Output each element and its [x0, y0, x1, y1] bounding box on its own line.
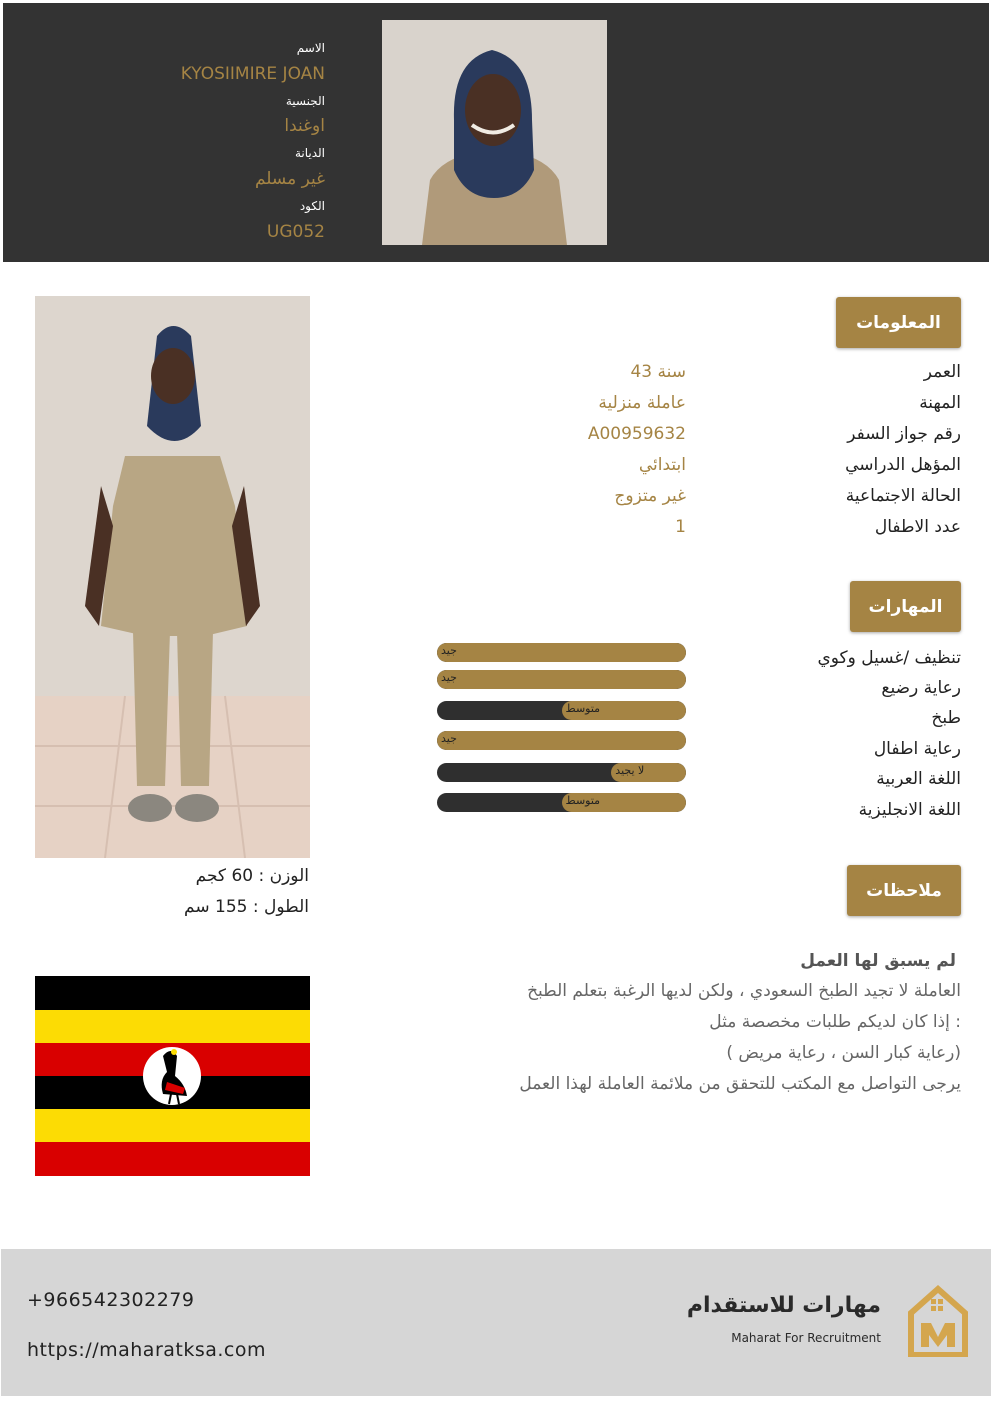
skill-fill: [437, 643, 686, 662]
company-logo: [686, 1283, 969, 1361]
skill-bar-cooking: [437, 701, 686, 720]
name-label: الاسم: [296, 41, 325, 55]
skill-level: جيد: [441, 644, 457, 657]
phone-number[interactable]: +966542302279: [27, 1289, 195, 1311]
logo-arabic-text: مهارات للاستقدام: [686, 1293, 881, 1318]
skill-bar-childcare: [437, 731, 686, 750]
height-text: الطول : 155 سم: [184, 897, 309, 917]
skill-bar-english: [437, 793, 686, 812]
age-value: 43 سنة: [630, 362, 686, 382]
nationality-value: اوغندا: [284, 116, 325, 136]
skill-level: لا يجيد: [615, 764, 645, 777]
code-value: UG052: [266, 222, 325, 242]
note-line-3: إذا كان لديكم طلبات مخصصة مثل :: [709, 1012, 961, 1032]
skills-section-title: المهارات: [850, 581, 961, 632]
passport-value: A00959632: [587, 424, 686, 444]
profession-value: عاملة منزلية: [598, 393, 686, 413]
children-value: 1: [675, 517, 686, 537]
religion-label: الديانة: [294, 146, 325, 160]
skill-level: متوسط: [565, 702, 601, 715]
profile-header: [3, 3, 989, 262]
passport-label: رقم جواز السفر: [847, 424, 961, 444]
skill-bar-infant-care: [437, 670, 686, 689]
skill-label-english: اللغة الانجليزية: [858, 800, 961, 820]
skill-label-cooking: طبخ: [931, 708, 961, 728]
skill-level: متوسط: [565, 794, 601, 807]
portrait-photo: [382, 20, 607, 245]
skill-bar-cleaning: [437, 643, 686, 662]
skill-label-cleaning: تنظيف /غسيل وكوي: [817, 648, 961, 668]
skill-level: جيد: [441, 732, 457, 745]
notes-section-title: ملاحظات: [847, 865, 961, 916]
uganda-flag: [35, 976, 310, 1176]
marital-status-label: الحالة الاجتماعية: [845, 486, 961, 506]
house-logo-icon: [907, 1285, 969, 1357]
footer: [1, 1249, 991, 1396]
skill-bar-arabic: [437, 763, 686, 782]
skill-fill: [437, 731, 686, 750]
profession-label: المهنة: [919, 393, 961, 413]
note-line-5: يرجى التواصل مع المكتب للتحقق من ملائمة العاملة لهذا العمل: [519, 1074, 961, 1094]
marital-status-value: غير متزوج: [614, 486, 686, 506]
children-label: عدد الاطفال: [874, 517, 961, 537]
note-line-4: ( رعاية كبار السن ، رعاية مريض): [726, 1043, 961, 1063]
skill-label-infant-care: رعاية رضيع: [881, 678, 961, 698]
age-label: العمر: [923, 362, 961, 382]
full-body-photo: [35, 296, 310, 858]
education-value: ابتدائي: [638, 455, 686, 475]
weight-text: الوزن : 60 كجم: [195, 866, 309, 886]
website-link[interactable]: https://maharatksa.com: [27, 1339, 267, 1361]
worker-name: KYOSIIMIRE JOAN: [180, 64, 325, 84]
info-section-title: المعلومات: [836, 297, 961, 348]
note-line-1: لم يسبق لها العمل: [800, 951, 956, 971]
nationality-label: الجنسية: [285, 94, 325, 108]
skill-label-arabic: اللغة العربية: [876, 769, 961, 789]
skill-label-childcare: رعاية اطفال: [873, 739, 961, 759]
education-label: المؤهل الدراسي: [845, 455, 961, 475]
note-line-2: العاملة لا تجيد الطبخ السعودي ، ولكن لديها الرغبة بتعلم الطبخ: [527, 981, 961, 1001]
skill-level: جيد: [441, 671, 457, 684]
code-label: الكود: [299, 199, 325, 213]
logo-english-text: Maharat For Recruitment: [731, 1331, 881, 1345]
religion-value: غير مسلم: [254, 169, 325, 189]
skill-fill: [437, 670, 686, 689]
